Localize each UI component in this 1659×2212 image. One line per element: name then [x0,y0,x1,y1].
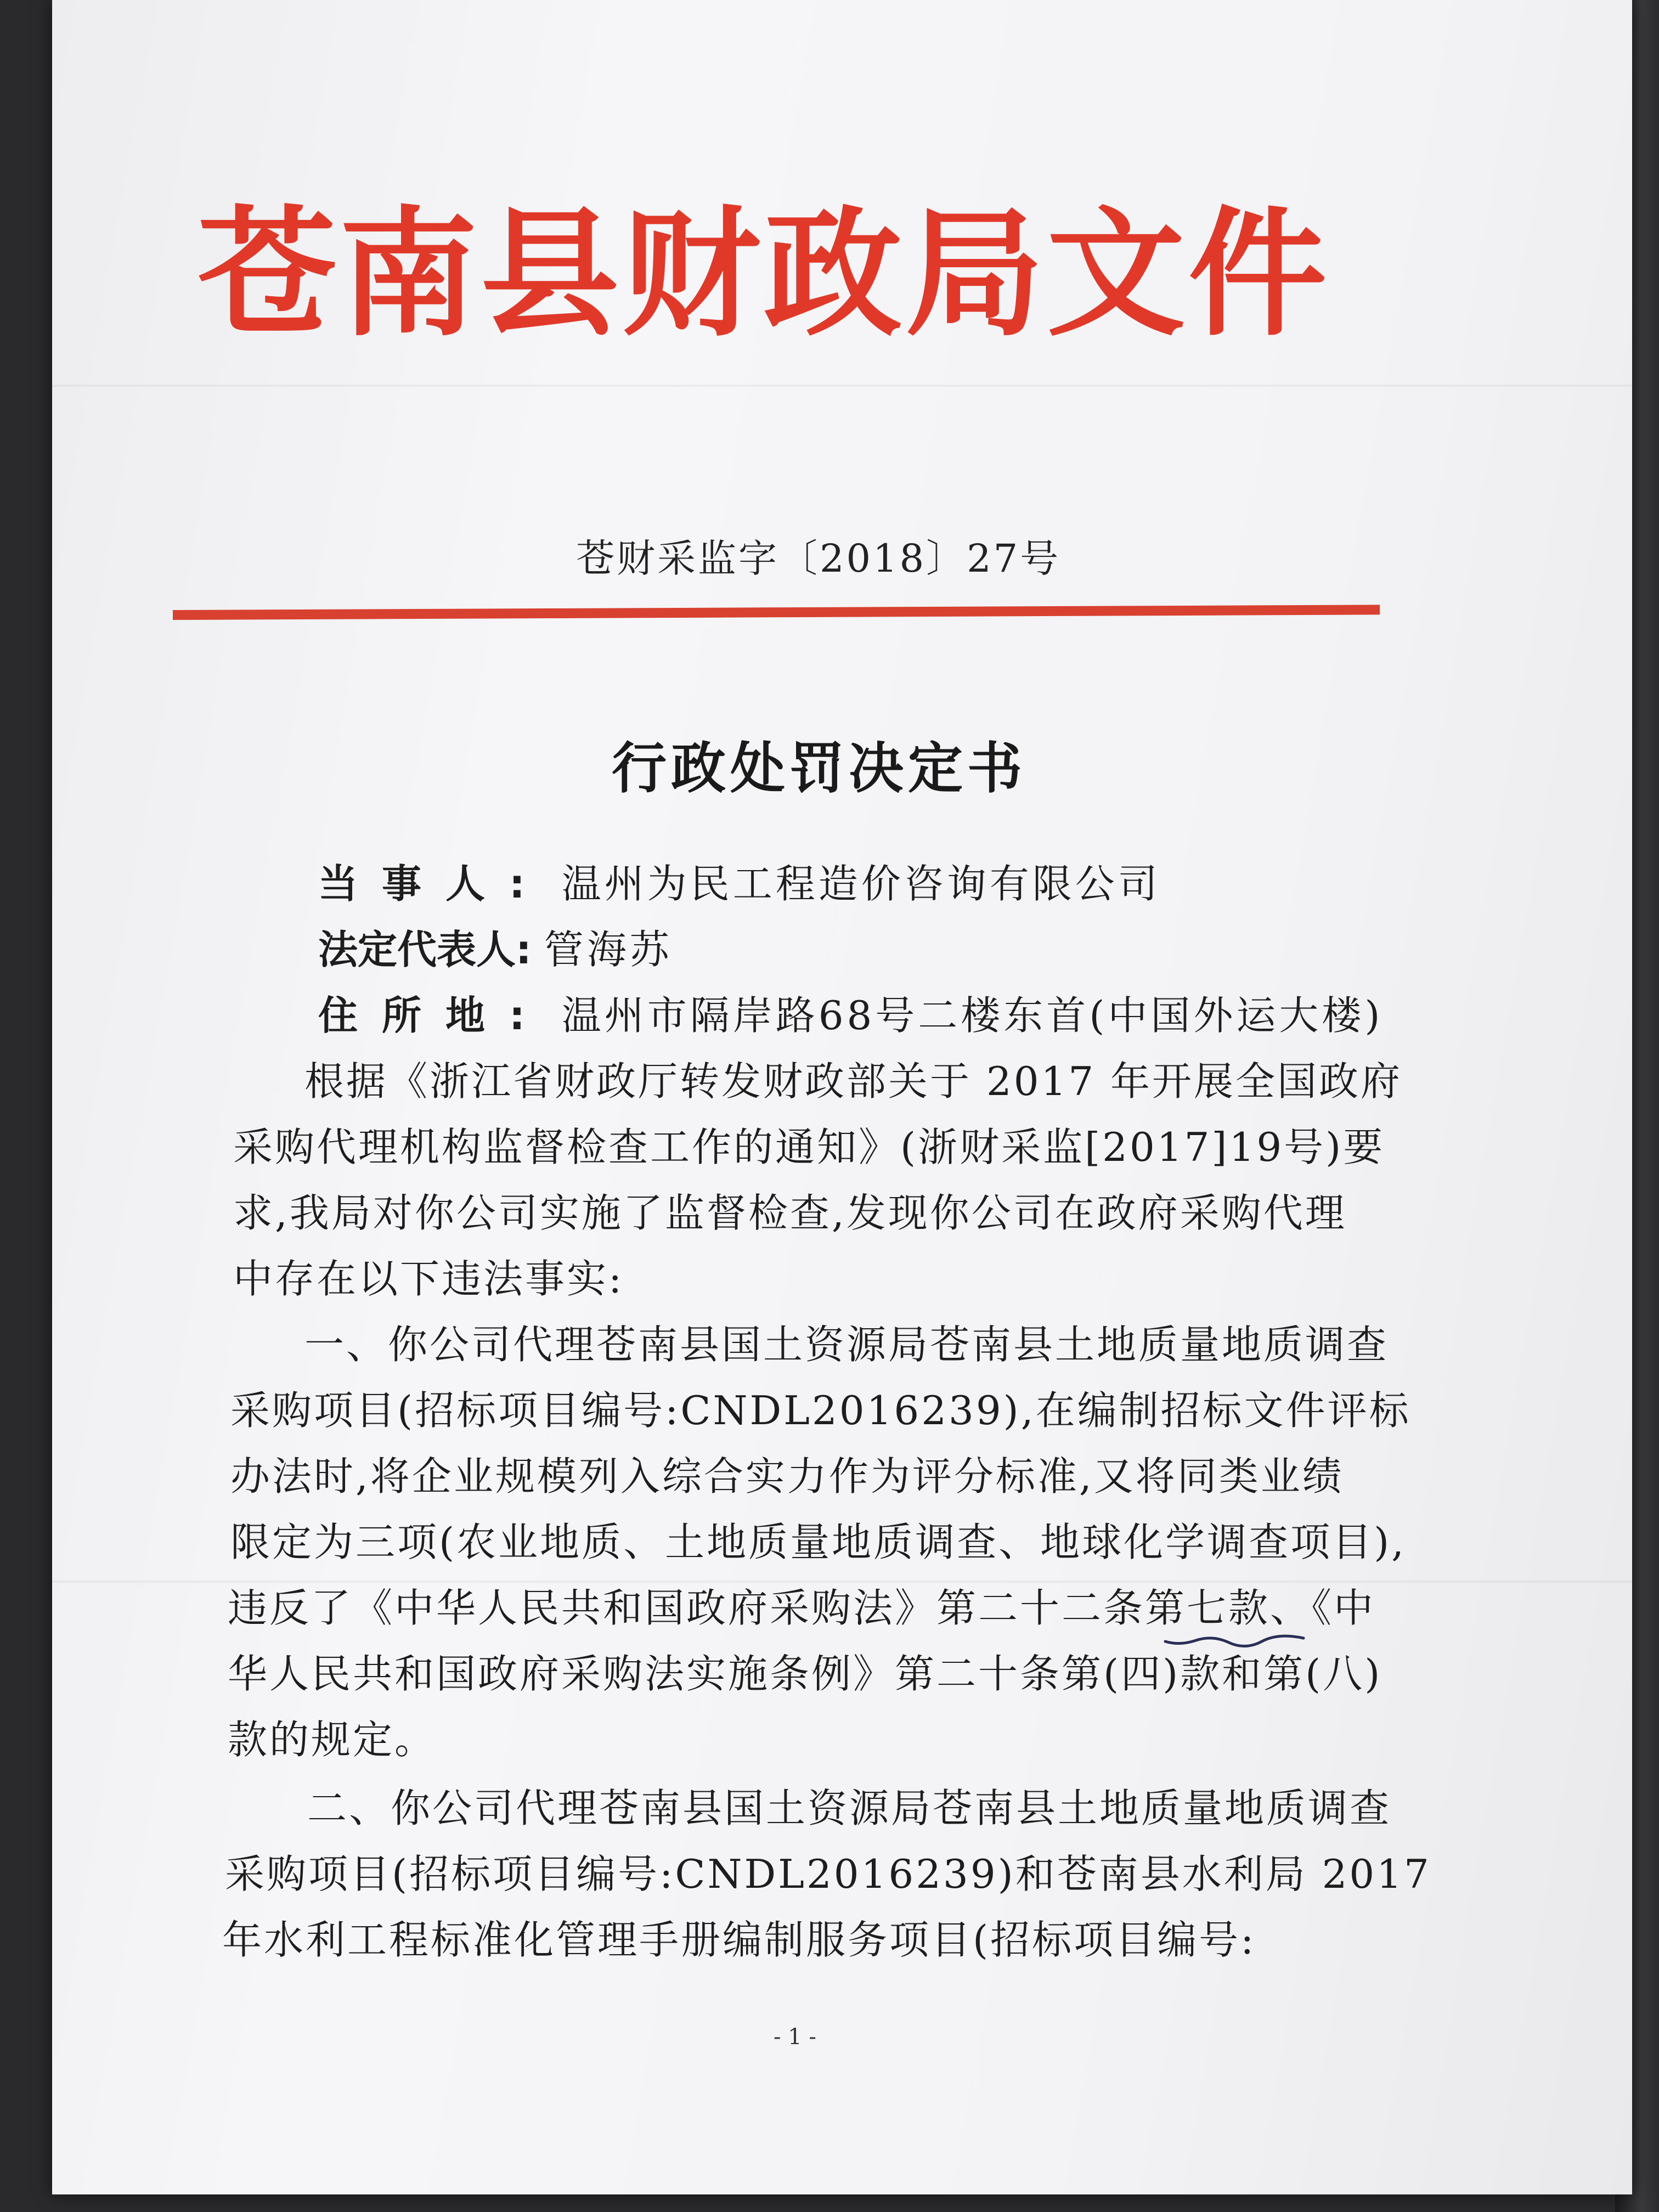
page-number: - 1 - [774,2024,816,2050]
address-label: 住所地: [318,992,549,1039]
body-line: 款的规定。 [228,1717,437,1763]
body-line: 采购项目(招标项目编号:CNDL2016239)和苍南县水利局 2017 [225,1851,1431,1897]
document-number: 苍财采监字〔2018〕27号 [576,536,1061,581]
body-line: 采购项目(招标项目编号:CNDL2016239),在编制招标文件评标 [230,1387,1411,1434]
body-line: 违反了《中华人民共和国政府采购法》第二十二条第七款、《中 [228,1585,1376,1631]
body-line: 中存在以下违法事实: [233,1256,624,1302]
body-line: 一、你公司代理苍南县国土资源局苍南县土地质量地质调查 [304,1322,1389,1368]
address-row [318,992,1384,1039]
body-line: 华人民共和国政府采购法实施条例》第二十条第(四)款和第(八) [228,1651,1383,1697]
decision-title: 行政处罚决定书 [612,736,1026,800]
document-header-title: 苍南县财政局文件 [198,194,1330,355]
body-line: 采购代理机构监督检查工作的通知》(浙财采监[2017]19号)要 [233,1124,1385,1170]
party-label: 当事人: [318,861,549,907]
handwritten-underline-mark [1163,1629,1306,1651]
body-line: 年水利工程标准化管理手册编制服务项目(招标项目编号: [222,1917,1256,1963]
party-row [318,861,1161,907]
paper-crease [52,1580,1632,1583]
body-line: 二、你公司代理苍南县国土资源局苍南县土地质量地质调查 [307,1785,1392,1831]
paper-crease [52,384,1632,387]
body-line: 求,我局对你公司实施了监督检查,发现你公司在政府采购代理 [233,1190,1347,1236]
address-value: 温州市隔岸路68号二楼东首(中国外运大楼) [561,992,1384,1039]
body-line: 根据《浙江省财政厅转发财政部关于 2017 年开展全国政府 [304,1058,1403,1104]
party-value: 温州为民工程造价咨询有限公司 [561,861,1161,907]
legal-representative-row [318,927,673,973]
body-line: 限定为三项(农业地质、土地质量地质调查、地球化学调查项目), [230,1519,1407,1565]
legal-representative-value: 管海苏 [544,927,673,973]
legal-representative-label: 法定代表人: [318,927,532,973]
body-line: 办法时,将企业规模列入综合实力作为评分标准,又将同类业绩 [230,1453,1344,1499]
